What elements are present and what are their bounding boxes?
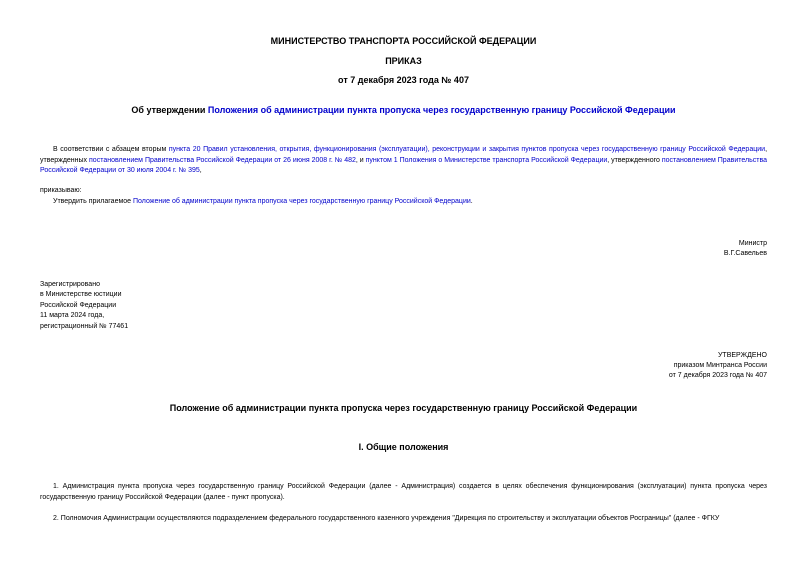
registration-line: Зарегистрировано — [40, 281, 100, 288]
preamble-link-ministry-regulation[interactable]: пунктом 1 Положения о Министерстве транспорта Российской Федерации — [365, 156, 608, 164]
registration-line: в Министерстве юстиции — [40, 291, 122, 299]
registration-line: 11 марта 2024 года, — [40, 312, 105, 320]
preamble-paragraph — [40, 145, 767, 177]
order-title-prefix: Об утверждении — [131, 105, 208, 115]
signature-position: Министр — [738, 240, 767, 247]
doc-date-number: от 7 декабря 2023 года № 407 — [338, 75, 469, 85]
approved-line: от 7 декабря 2023 года № 407 — [668, 372, 767, 379]
preamble-text-3: , и — [355, 156, 366, 164]
approved-line: УТВЕРЖДЕНО — [717, 352, 767, 359]
preamble-link-rules[interactable]: пункта 20 Правил установления, открытия, функционирования (эксплуатации), реконструкции и закрытия пунктов пропуска через государственную границу Российской Федерации — [168, 146, 766, 153]
section-heading: I. Общие положения — [358, 442, 449, 452]
preamble-text-1: В соответствии с абзацем вторым — [53, 146, 169, 153]
order-title — [0, 105, 807, 115]
registration-line: регистрационный № 77461 — [40, 322, 129, 330]
approve-text: Утвердить прилагаемое — [53, 198, 134, 205]
order-title-link[interactable]: Положения об администрации пункта пропуска через государственную границу Российской Федерации — [207, 105, 676, 115]
preamble-text-2: , утвержденных — [40, 146, 768, 164]
regulation-title: Положение об администрации пункта пропуска через государственную границу Российской Федерации — [169, 403, 638, 413]
approved-line: приказом Минтранса России — [673, 362, 767, 369]
signature-block — [724, 239, 767, 259]
signature-name: В.Г.Савельев — [723, 250, 767, 257]
ministry-heading: МИНИСТЕРСТВО ТРАНСПОРТА РОССИЙСКОЙ ФЕДЕРАЦИИ — [270, 36, 537, 46]
preamble-text-4: , утвержденного — [607, 156, 662, 164]
approve-end: . — [470, 198, 473, 205]
registration-line: Российской Федерации — [40, 301, 117, 309]
regulation-paragraph-2: 2. Полномочия Администрации осуществляются подразделением федерального государственного казенного учреждения "Дирекция по строительству и эксплуатации объектов Росграницы" (далее - ФГКУ — [53, 515, 720, 522]
doc-type-heading: ПРИКАЗ — [385, 56, 422, 66]
registration-block — [40, 280, 128, 332]
approve-link[interactable]: Положение об администрации пункта пропуска через государственную границу Российской Федерации — [133, 198, 471, 205]
approved-block — [669, 351, 767, 381]
order-word: приказываю: — [40, 187, 82, 194]
preamble-link-decree-395[interactable]: постановлением Правительства Российской Федерации от 30 июля 2004 г. № 395 — [40, 156, 767, 174]
preamble-link-decree-482[interactable]: постановлением Правительства Российской Федерации от 26 июня 2008 г. № 482 — [89, 156, 356, 164]
regulation-paragraph-1: 1. Администрация пункта пропуска через государственную границу Российской Федерации (далее - Администрация) создается в целях обеспечения функционирования (эксплуатации) пункта пропуска через государственную границу Российской Федерации (далее - пункт пропуска). — [40, 483, 767, 501]
approve-paragraph — [40, 197, 767, 208]
preamble-text-5: , — [199, 167, 202, 174]
